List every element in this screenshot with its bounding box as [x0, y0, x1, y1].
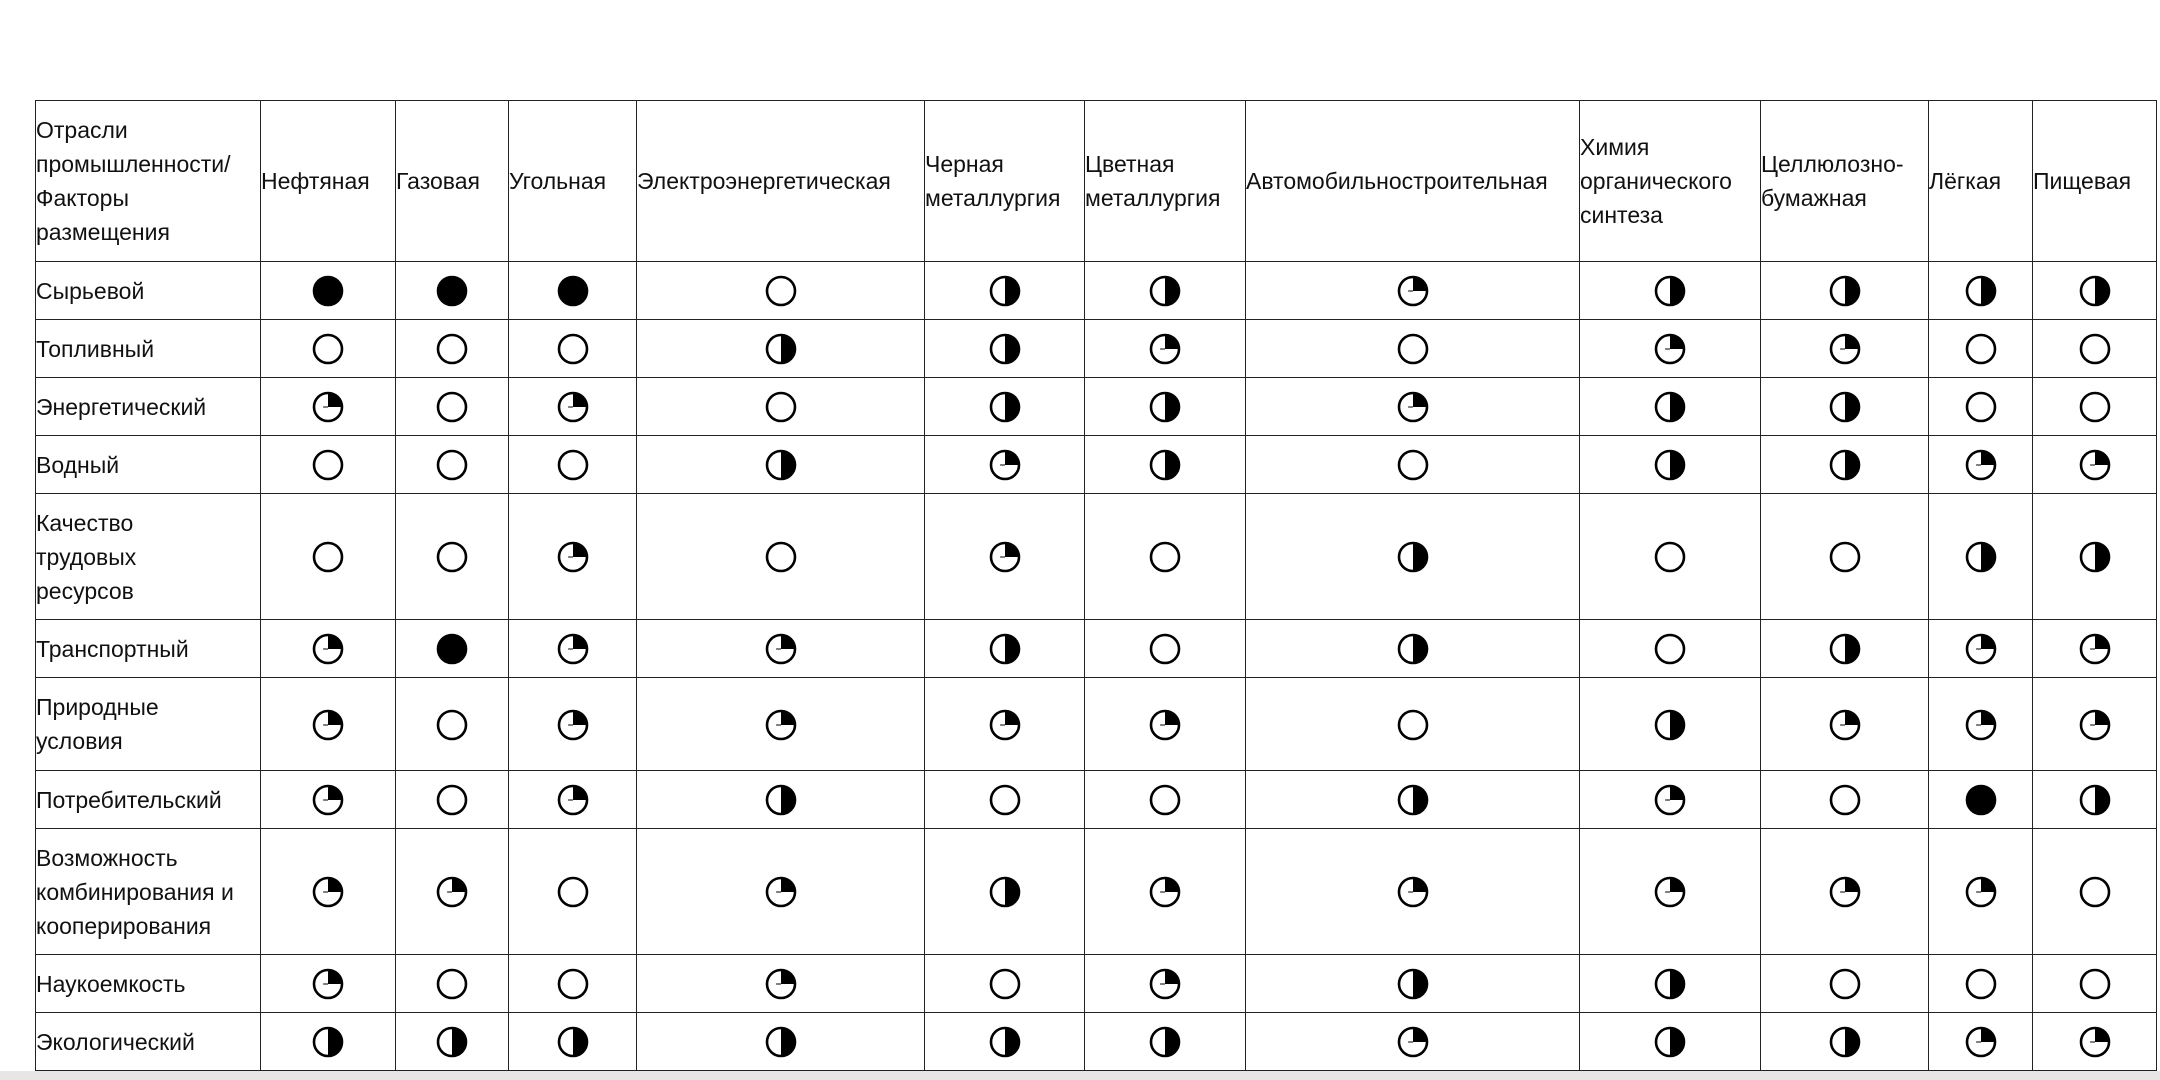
column-header: Лёгкая [1929, 101, 2033, 262]
factor-half-circle-icon [1964, 540, 1998, 574]
factor-half-circle-icon [2078, 783, 2112, 817]
table-cell [1761, 320, 1929, 378]
factor-empty-circle-icon [1964, 967, 1998, 1001]
table-cell [261, 771, 396, 829]
table-cell [261, 436, 396, 494]
row-header: Экологический [36, 1013, 261, 1071]
table-cell [261, 829, 396, 955]
table-cell [1929, 771, 2033, 829]
factor-quarter-circle-icon [1396, 274, 1430, 308]
factor-half-circle-icon [988, 632, 1022, 666]
factor-quarter-circle-icon [1653, 875, 1687, 909]
factor-empty-circle-icon [1828, 540, 1862, 574]
table-cell [261, 1013, 396, 1071]
table-cell [2033, 829, 2157, 955]
column-header: Газовая [396, 101, 509, 262]
factor-half-circle-icon [1148, 274, 1182, 308]
table-cell [261, 955, 396, 1013]
table-cell [1085, 1013, 1246, 1071]
factor-quarter-circle-icon [1964, 875, 1998, 909]
table-row [36, 620, 2157, 678]
factor-empty-circle-icon [1653, 632, 1687, 666]
factor-quarter-circle-icon [311, 967, 345, 1001]
factor-quarter-circle-icon [988, 448, 1022, 482]
table-cell [1580, 1013, 1761, 1071]
factor-empty-circle-icon [435, 448, 469, 482]
factor-empty-circle-icon [2078, 967, 2112, 1001]
table-row [36, 494, 2157, 620]
table-cell [1761, 494, 1929, 620]
table-cell [509, 829, 637, 955]
factor-empty-circle-icon [1964, 332, 1998, 366]
row-header: Природные условия [36, 678, 261, 771]
factor-empty-circle-icon [1148, 540, 1182, 574]
factor-half-circle-icon [1828, 274, 1862, 308]
factor-quarter-circle-icon [435, 875, 469, 909]
table-cell [396, 378, 509, 436]
column-header: Черная металлургия [925, 101, 1085, 262]
factors-table [35, 100, 2157, 1071]
column-header: Нефтяная [261, 101, 396, 262]
factor-empty-circle-icon [1396, 708, 1430, 742]
factor-empty-circle-icon [1396, 448, 1430, 482]
bottom-scroll-strip [0, 1071, 2160, 1080]
table-cell [509, 1013, 637, 1071]
table-cell [1085, 320, 1246, 378]
header-row [36, 101, 2157, 262]
column-header: Целлюлозно- бумажная [1761, 101, 1929, 262]
table-cell [2033, 262, 2157, 320]
table-row [36, 678, 2157, 771]
factor-half-circle-icon [1653, 274, 1687, 308]
table-cell [925, 829, 1085, 955]
table-row [36, 771, 2157, 829]
factor-half-circle-icon [2078, 274, 2112, 308]
table-cell [2033, 620, 2157, 678]
corner-header: Отрасли промышленности/ Факторы размещения [36, 101, 261, 262]
factor-quarter-circle-icon [1148, 708, 1182, 742]
row-header: Наукоемкость [36, 955, 261, 1013]
table-cell [637, 678, 925, 771]
factor-quarter-circle-icon [1828, 875, 1862, 909]
table-cell [1580, 771, 1761, 829]
table-cell [2033, 1013, 2157, 1071]
table-cell [925, 771, 1085, 829]
factor-quarter-circle-icon [1964, 708, 1998, 742]
column-header: Химия органического синтеза [1580, 101, 1761, 262]
table-cell [925, 620, 1085, 678]
factor-quarter-circle-icon [1653, 783, 1687, 817]
factor-full-circle-icon [556, 274, 590, 308]
factor-half-circle-icon [1828, 1025, 1862, 1059]
factor-half-circle-icon [988, 875, 1022, 909]
table-cell [1761, 620, 1929, 678]
factor-half-circle-icon [556, 1025, 590, 1059]
factor-quarter-circle-icon [1148, 332, 1182, 366]
table-cell [2033, 320, 2157, 378]
row-header: Водный [36, 436, 261, 494]
table-cell [396, 771, 509, 829]
table-cell [925, 378, 1085, 436]
table-cell [1246, 829, 1580, 955]
factor-quarter-circle-icon [2078, 708, 2112, 742]
factor-half-circle-icon [1653, 448, 1687, 482]
factor-half-circle-icon [1964, 274, 1998, 308]
factor-quarter-circle-icon [988, 540, 1022, 574]
factor-half-circle-icon [764, 332, 798, 366]
table-cell [2033, 955, 2157, 1013]
table-cell [509, 955, 637, 1013]
table-row [36, 436, 2157, 494]
table-cell [1929, 262, 2033, 320]
row-header: Энергетический [36, 378, 261, 436]
table-cell [1246, 678, 1580, 771]
table-cell [1246, 378, 1580, 436]
table-cell [1085, 262, 1246, 320]
factor-empty-circle-icon [435, 540, 469, 574]
table-cell [1580, 436, 1761, 494]
table-cell [396, 320, 509, 378]
table-cell [1580, 378, 1761, 436]
factor-half-circle-icon [1148, 1025, 1182, 1059]
factor-quarter-circle-icon [1964, 632, 1998, 666]
table-cell [1246, 620, 1580, 678]
factor-quarter-circle-icon [556, 540, 590, 574]
factor-empty-circle-icon [2078, 390, 2112, 424]
factor-quarter-circle-icon [1653, 332, 1687, 366]
table-cell [1246, 494, 1580, 620]
table-cell [1761, 262, 1929, 320]
table-cell [1929, 829, 2033, 955]
factor-full-circle-icon [435, 632, 469, 666]
table-cell [261, 378, 396, 436]
factor-empty-circle-icon [435, 783, 469, 817]
table-cell [925, 320, 1085, 378]
factor-empty-circle-icon [1964, 390, 1998, 424]
table-cell [396, 678, 509, 771]
factor-quarter-circle-icon [1396, 1025, 1430, 1059]
table-cell [396, 262, 509, 320]
table-cell [1246, 436, 1580, 494]
factor-full-circle-icon [435, 274, 469, 308]
table-cell [1085, 494, 1246, 620]
table-cell [1580, 320, 1761, 378]
factor-quarter-circle-icon [311, 875, 345, 909]
table-cell [396, 436, 509, 494]
factor-empty-circle-icon [764, 274, 798, 308]
table-cell [2033, 771, 2157, 829]
table-cell [1580, 955, 1761, 1013]
table-cell [925, 262, 1085, 320]
table-row [36, 378, 2157, 436]
factor-half-circle-icon [764, 783, 798, 817]
table-cell [1761, 678, 1929, 771]
table-cell [1246, 262, 1580, 320]
table-cell [637, 1013, 925, 1071]
factor-empty-circle-icon [764, 390, 798, 424]
factor-half-circle-icon [1828, 448, 1862, 482]
table-cell [1929, 436, 2033, 494]
factor-half-circle-icon [988, 1025, 1022, 1059]
table-cell [1085, 436, 1246, 494]
factor-quarter-circle-icon [2078, 632, 2112, 666]
factor-quarter-circle-icon [556, 390, 590, 424]
factor-half-circle-icon [988, 332, 1022, 366]
factor-half-circle-icon [764, 448, 798, 482]
factor-quarter-circle-icon [764, 967, 798, 1001]
table-row [36, 1013, 2157, 1071]
table-cell [637, 771, 925, 829]
table-cell [261, 678, 396, 771]
factor-half-circle-icon [1396, 967, 1430, 1001]
factor-empty-circle-icon [435, 332, 469, 366]
factor-quarter-circle-icon [1828, 332, 1862, 366]
table-cell [261, 320, 396, 378]
factor-quarter-circle-icon [311, 708, 345, 742]
factor-empty-circle-icon [435, 708, 469, 742]
factor-quarter-circle-icon [311, 783, 345, 817]
table-cell [1580, 678, 1761, 771]
table-cell [509, 378, 637, 436]
table-cell [1085, 378, 1246, 436]
factor-full-circle-icon [311, 274, 345, 308]
factor-quarter-circle-icon [311, 390, 345, 424]
factor-empty-circle-icon [311, 448, 345, 482]
factor-empty-circle-icon [764, 540, 798, 574]
factor-empty-circle-icon [311, 332, 345, 366]
table-cell [637, 494, 925, 620]
factor-half-circle-icon [1828, 632, 1862, 666]
table-cell [1929, 678, 2033, 771]
factor-empty-circle-icon [435, 390, 469, 424]
table-row [36, 262, 2157, 320]
factor-half-circle-icon [1396, 540, 1430, 574]
factor-empty-circle-icon [1653, 540, 1687, 574]
table-cell [925, 1013, 1085, 1071]
factor-empty-circle-icon [1828, 967, 1862, 1001]
factor-quarter-circle-icon [2078, 448, 2112, 482]
table-cell [1929, 620, 2033, 678]
factor-quarter-circle-icon [764, 875, 798, 909]
factor-half-circle-icon [1148, 448, 1182, 482]
table-cell [1580, 829, 1761, 955]
factor-empty-circle-icon [556, 967, 590, 1001]
factor-half-circle-icon [1396, 632, 1430, 666]
factor-half-circle-icon [1828, 390, 1862, 424]
column-header: Цветная металлургия [1085, 101, 1246, 262]
row-header: Возможность комбинирования и кооперирования [36, 829, 261, 955]
table-cell [396, 494, 509, 620]
table-cell [261, 494, 396, 620]
table-cell [637, 262, 925, 320]
factor-empty-circle-icon [1396, 332, 1430, 366]
factor-half-circle-icon [1653, 1025, 1687, 1059]
table-cell [637, 620, 925, 678]
table-cell [637, 829, 925, 955]
factor-half-circle-icon [1653, 967, 1687, 1001]
table-cell [2033, 378, 2157, 436]
table-cell [1761, 436, 1929, 494]
factor-empty-circle-icon [311, 540, 345, 574]
factor-half-circle-icon [311, 1025, 345, 1059]
table-cell [1929, 494, 2033, 620]
factor-empty-circle-icon [2078, 875, 2112, 909]
table-cell [396, 955, 509, 1013]
table-cell [509, 262, 637, 320]
table-cell [1580, 262, 1761, 320]
table-cell [2033, 494, 2157, 620]
factor-quarter-circle-icon [556, 632, 590, 666]
factor-half-circle-icon [1396, 783, 1430, 817]
table-cell [925, 678, 1085, 771]
factor-empty-circle-icon [556, 332, 590, 366]
table-row [36, 320, 2157, 378]
table-cell [1929, 320, 2033, 378]
factor-quarter-circle-icon [2078, 1025, 2112, 1059]
row-header: Топливный [36, 320, 261, 378]
table-cell [1761, 378, 1929, 436]
column-header: Электроэнергетическая [637, 101, 925, 262]
table-cell [1929, 955, 2033, 1013]
table-cell [1085, 829, 1246, 955]
table-cell [1761, 829, 1929, 955]
factor-empty-circle-icon [2078, 332, 2112, 366]
factor-quarter-circle-icon [556, 708, 590, 742]
factor-quarter-circle-icon [1828, 708, 1862, 742]
factor-quarter-circle-icon [1148, 967, 1182, 1001]
table-cell [1761, 1013, 1929, 1071]
table-cell [396, 1013, 509, 1071]
table-cell [1085, 955, 1246, 1013]
table-cell [1085, 620, 1246, 678]
row-header: Транспортный [36, 620, 261, 678]
factor-full-circle-icon [1964, 783, 1998, 817]
factor-quarter-circle-icon [764, 708, 798, 742]
factor-half-circle-icon [1148, 390, 1182, 424]
factor-empty-circle-icon [435, 967, 469, 1001]
factor-quarter-circle-icon [988, 708, 1022, 742]
factor-half-circle-icon [988, 274, 1022, 308]
factor-half-circle-icon [1653, 390, 1687, 424]
factor-quarter-circle-icon [1964, 1025, 1998, 1059]
table-cell [637, 436, 925, 494]
row-header: Сырьевой [36, 262, 261, 320]
table-cell [261, 262, 396, 320]
factor-quarter-circle-icon [1148, 875, 1182, 909]
table-cell [1246, 771, 1580, 829]
table-cell [637, 955, 925, 1013]
table-cell [1085, 678, 1246, 771]
table-cell [509, 494, 637, 620]
factor-empty-circle-icon [1148, 783, 1182, 817]
table-cell [925, 494, 1085, 620]
factor-quarter-circle-icon [311, 632, 345, 666]
row-header: Потребительский [36, 771, 261, 829]
table-cell [1246, 955, 1580, 1013]
table-cell [396, 620, 509, 678]
factor-empty-circle-icon [1148, 632, 1182, 666]
table-row [36, 955, 2157, 1013]
row-header: Качество трудовых ресурсов [36, 494, 261, 620]
table-cell [1580, 620, 1761, 678]
factor-empty-circle-icon [556, 448, 590, 482]
factor-empty-circle-icon [1828, 783, 1862, 817]
table-cell [637, 320, 925, 378]
table-cell [1085, 771, 1246, 829]
table-cell [1929, 378, 2033, 436]
factor-half-circle-icon [988, 390, 1022, 424]
column-header: Автомобильностроительная [1246, 101, 1580, 262]
table-cell [1761, 771, 1929, 829]
table-cell [1761, 955, 1929, 1013]
factor-quarter-circle-icon [1396, 390, 1430, 424]
factor-quarter-circle-icon [1396, 875, 1430, 909]
table-cell [509, 620, 637, 678]
table-cell [925, 955, 1085, 1013]
column-header: Пищевая [2033, 101, 2157, 262]
factor-half-circle-icon [435, 1025, 469, 1059]
table-cell [1580, 494, 1761, 620]
table-row [36, 829, 2157, 955]
factor-half-circle-icon [1653, 708, 1687, 742]
factor-empty-circle-icon [988, 783, 1022, 817]
table-cell [509, 320, 637, 378]
column-header: Угольная [509, 101, 637, 262]
table-cell [396, 829, 509, 955]
table-cell [2033, 436, 2157, 494]
factor-empty-circle-icon [988, 967, 1022, 1001]
factor-half-circle-icon [764, 1025, 798, 1059]
table-cell [925, 436, 1085, 494]
table-cell [1929, 1013, 2033, 1071]
factor-half-circle-icon [2078, 540, 2112, 574]
table-cell [2033, 678, 2157, 771]
factor-quarter-circle-icon [1964, 448, 1998, 482]
factor-empty-circle-icon [556, 875, 590, 909]
table-cell [637, 378, 925, 436]
table-cell [509, 771, 637, 829]
factor-quarter-circle-icon [764, 632, 798, 666]
factor-quarter-circle-icon [556, 783, 590, 817]
table-cell [509, 436, 637, 494]
table-cell [1246, 1013, 1580, 1071]
table-cell [1246, 320, 1580, 378]
table-cell [509, 678, 637, 771]
table-cell [261, 620, 396, 678]
table-body [36, 262, 2157, 1071]
